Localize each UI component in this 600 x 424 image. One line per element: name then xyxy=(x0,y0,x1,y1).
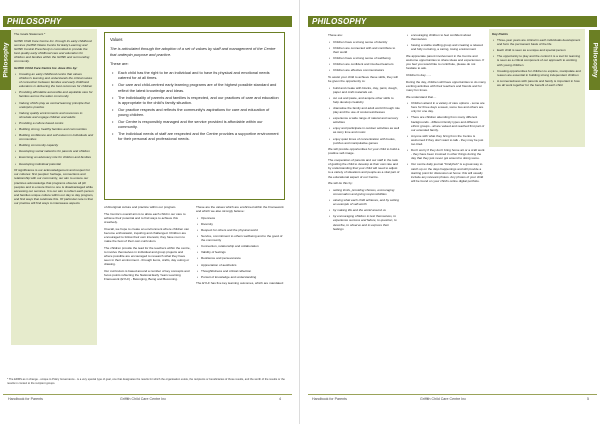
opportunity-item: • cut out and paste, and acquire other skills to help develop creativity xyxy=(333,96,400,104)
left-page-number: 4 xyxy=(279,397,281,401)
key-point-item: • The opportunity to play and the control it is a tool for learning is seen as a critical component of our approach to working with young children xyxy=(497,54,582,66)
goals-list-item: • Providing affordable accessible and equitable care for families across the wider community xyxy=(19,90,94,98)
values-list-item: • Our practice respects and reflects the community's aspirations for care and education of young children. xyxy=(118,107,279,118)
right-page-number: 5 xyxy=(587,397,589,401)
aims-column xyxy=(104,205,192,283)
childrens-day-text: During the day, children will have opportunities to do many exciting activities with their teachers and friends and for many fun times. xyxy=(406,79,486,92)
framework-value-item: • Diversity xyxy=(201,222,284,226)
do-this-item: • valuing what each child achieves, and by setting an example of self-worth xyxy=(333,198,400,206)
outcome-item: • Children are connected with and contribute to their world xyxy=(333,46,400,54)
goals-outro: Of significance is our acknowledgement and respect for our cultures: first peoples' heritage, connections and relationship with our community, our aim to ensure our practices acknowledge that programs observe all pill peoples and to ensure that no one is disadvantaged while accessing our services. It is our aim to reflect each person and families unique culture within our day to day program, and find ways that celebrate this. Of particular note is that our practice will find ways to interweave aspects xyxy=(14,168,94,205)
key-point-item: • Three-year years are critical in each individuals development and form the permanent basis of the life xyxy=(497,38,582,46)
outcomes-intro: These are: xyxy=(328,33,343,37)
values-these-are: These are: xyxy=(110,60,129,66)
do-this-item: • by making life and the world around us xyxy=(333,208,400,212)
framework-value-item: • Pursuit of knowledge and understanding xyxy=(201,275,284,279)
framework-value-item: • Validity of feelings xyxy=(201,250,284,254)
care-list xyxy=(406,33,486,51)
goals-list-item: • Building confidence and self esteem in individuals and communities xyxy=(19,133,94,141)
outcomes-list xyxy=(328,40,400,73)
goals-does-heading: Griffith Child Care Centre Inc. does this by: xyxy=(14,65,78,70)
framework-value-item: • Openness xyxy=(201,216,284,220)
framework-values-list xyxy=(196,216,284,279)
opportunity-item: • dramatise the family and adult world through role play and the use of costumes/dresses xyxy=(333,106,400,114)
values-list-item: • The individual needs of staff are respected and the Centre provides a supportive environment for their personal and professional needs. xyxy=(118,131,279,142)
aims-text: Our curriculum is based around a number of key concepts and focus points reflecting the National Early Years Learning Framework (EYLF) - Belonging, Being and Becoming. xyxy=(104,268,190,281)
outcome-item: • Children are effective communicators xyxy=(333,68,400,72)
framework-intro: These are the values which are enshrined within the Framework and which we also strongly believe: xyxy=(196,205,284,214)
framework-value-item: • Thoughtfulness and critical reflection xyxy=(201,269,284,273)
goals-list-item: • Valuing quality environments and resources to stimulate and engage children and adults xyxy=(19,111,94,119)
goals-statement: Griffith Child Care Centre Inc. through its early childhood services (Griffith Waste Centre for Early Learning and Griffith Central Preschool) is committed to provide the best quality early childhood care and education for children and families within the Griffith and surrounding community. xyxy=(14,38,92,64)
framework-value-item: • Resilience and perseverance xyxy=(201,256,284,260)
goals-list-item: • Developing social networks for parents and children xyxy=(19,149,94,153)
goals-footnote: * The ERMS as in change - unique to Policy Governance - is a very special type of goal, one that designates the results for which the organisation exists, the recipients or beneficiaries of those results, and the worth of the results or the results in context to the recipient groups. xyxy=(7,378,285,385)
values-list-item: • The individuality of parents and families is respected, and our practices of care and education is appropriate to the child's family situation. xyxy=(118,95,279,106)
values-list-item: • Each child has the right to be an individual and to have its physical and emotional needs catered for at all times. xyxy=(118,70,279,81)
goals-list-item: • Providing a culture based centre xyxy=(19,121,94,125)
aims-text: Overall, we hope to create an environment where children can become enthusiastic, inquiring and challenged. Children are encouraged to follow their own interests; they have room to make the best of their own curriculum. xyxy=(104,226,190,243)
opportunity-item: • enjoy quiet times of concentration with books, puzzles and manipulative games xyxy=(333,137,400,145)
goals-list-item: • Exercising an advocacy role for children and families xyxy=(19,155,94,159)
key-points-column xyxy=(492,32,582,90)
opportunity-item: • enjoy and participate in outdoor activities as well as story time and music xyxy=(333,126,400,134)
goals-list-item: • Developing individual potential xyxy=(19,162,94,166)
do-this-list xyxy=(328,188,400,231)
key-point-item: • A connectedness with parents and family is important in how we all work together for the benefit of each child xyxy=(497,79,582,87)
understand-intro: We understand that.... xyxy=(406,94,437,99)
right-footer-handbook: Handbook for Parents xyxy=(312,397,347,401)
opportunities-intro: To assist your child to achieve these skills, they will be given the opportunity to: xyxy=(328,74,398,83)
key-point-item: • Each child is seen as a unique and special person xyxy=(497,48,582,52)
goals-list-item: • Building community capacity xyxy=(19,143,94,147)
goals-column xyxy=(14,32,94,208)
framework-value-item: • Connection, relationship and collaboration xyxy=(201,244,284,248)
framework-value-item: • Respect for others and the physical world xyxy=(201,228,284,232)
do-this-intro: We will do this by: xyxy=(328,181,353,186)
goals-list-item: • Building strong, healthy families and communities xyxy=(19,127,94,131)
opportunity-item: • experience a wide range of natural and sensory activities xyxy=(333,116,400,124)
left-footer-handbook: Handbook for Parents xyxy=(8,397,43,401)
right-header-bar xyxy=(308,16,597,27)
aims-text: of Aboriginal culture and practice within our program. xyxy=(104,205,177,209)
framework-column xyxy=(196,205,284,288)
values-list xyxy=(110,70,279,142)
outcome-item: • Children have a strong sense of identity xyxy=(333,40,400,44)
understand-item: • Children attend in a variety of care options - some are here for three days a week, some two and others are only for one day. xyxy=(411,101,486,113)
key-points-heading: Key Points xyxy=(492,32,508,36)
understand-item: • Anyone with what they bring from the Centre is welcomed if they don't want to talk - they may be just too tired. xyxy=(411,134,486,146)
do-this-item: • setting limits, providing choices, encouraging conversation and giving responsibilities xyxy=(333,188,400,196)
outcomes-column xyxy=(328,33,400,233)
right-footer-rule xyxy=(308,394,597,395)
left-header-bar xyxy=(3,16,292,27)
framework-value-item: • Service, commitment to others wellbeing and to the good of the community xyxy=(201,234,284,242)
outcome-item: • Children are confident and involved learners xyxy=(333,62,400,66)
self-image-text: We will provide opportunities for your child to build a positive self-image. xyxy=(328,147,400,156)
opportunity-item: • build and create with blocks, clay, paint, dough, paper and craft materials etc. xyxy=(333,86,400,94)
opportunities-list xyxy=(328,86,400,145)
framework-outro: The EYLF has five key learning outcomes, which are mandated: xyxy=(196,281,284,286)
understand-item: • Don't worry if they don't bring home art or a craft work - they have been involved in other things during the day that they just never got around to doing some. xyxy=(411,148,486,160)
key-point-item: • Creating opportunities for children to explore, manipulate and reason are essential in building strong independent children xyxy=(497,69,582,77)
values-heading: Values xyxy=(110,37,123,42)
do-this-item: • by encouraging children to test themselves, to experience success and failure, to question, to describe, to observe and to express their feelings xyxy=(333,214,400,230)
aims-text: The Centre's overall aim is to allow each child in our care to achieve their potential and to find ways to achieve this creatively. xyxy=(104,211,186,224)
goals-list xyxy=(14,72,94,166)
key-points-list xyxy=(492,38,582,87)
care-item: • encouraging children to feel confident about themselves xyxy=(411,33,486,41)
values-list-item: • Our care and child-centred early learning programs are of the highest possible standard and reflect the latest knowledge and ideas. xyxy=(118,82,279,93)
care-item: • having a stable staffing group and creating a relaxed and fully nurturing, a caring, loving environment xyxy=(411,43,486,51)
aims-text: The children provide the lead for the teachers within the centre, to involve themselves in individual and group projects and where possible are encouraged to research what they have seen in their environment - through items, crafts, day outing or drawing. xyxy=(104,245,191,266)
childrens-day-heading: Children's day....... xyxy=(406,72,432,77)
framework-value-item: • Appreciation of aesthetics xyxy=(201,263,284,267)
left-footer-centre: Griffith Child Care Centre Inc xyxy=(120,397,167,401)
left-header-title: PHILOSOPHY xyxy=(7,17,62,26)
right-footer-centre: Griffith Child Care Centre Inc xyxy=(420,397,467,401)
values-box xyxy=(104,32,285,200)
values-intro: The is articulated through the adoption of a set of values by staff and management of the Centre that underpin purpose and practice. xyxy=(110,46,276,57)
involvement-text: We appreciate parent involvement in the Centre and welcome opportunities to share ideas and experiences. If you feel you would like to contribute, please do not hesitate to ask. xyxy=(406,53,485,71)
goals-list-item: • Valuing child's play as central learning principle that underpins practice xyxy=(19,101,94,109)
right-side-tab xyxy=(589,30,600,90)
right-page xyxy=(300,0,600,424)
outcome-item: • Children have a strong sense of wellbeing xyxy=(333,56,400,60)
left-side-tab xyxy=(0,30,11,90)
left-footer-rule xyxy=(3,394,292,395)
understand-item: • There are children attending from many different backgrounds - different family types and different ethnic groups - all are valued and reached first part of our extended family. xyxy=(411,115,486,131)
understand-item: • Our centre daily journal "Kindyhub" is a great way to catch up on the days happenings and will provide a starting point for discussion at home: this will usually include any relevant photos. Any photos of your child will be found on your child's online digital portfolio. xyxy=(411,162,486,182)
goals-list-item: • Creating an early childhood centre that values children's learning and understands the critical nature of connection between families and early childhood educators in delivering the best outcomes for children xyxy=(19,72,94,88)
left-side-tab-label: Philosophy xyxy=(2,42,9,78)
values-list-item: • Our Centre is responsibly managed and the service provided is affordable within our community. xyxy=(118,119,279,130)
cooperation-text: The cooperation of parents and our staff in the task of guiding the child to develop at their own rate and by understanding that your child will need to adjust to a variety of situations and people as a vital part of the educational aspect of our Centre. xyxy=(328,158,400,179)
goals-intro: The Goals Statement * xyxy=(14,32,46,36)
understanding-column xyxy=(406,33,486,185)
understand-list xyxy=(406,101,486,183)
right-side-tab-label: Philosophy xyxy=(591,42,598,78)
right-header-title: PHILOSOPHY xyxy=(312,17,367,26)
